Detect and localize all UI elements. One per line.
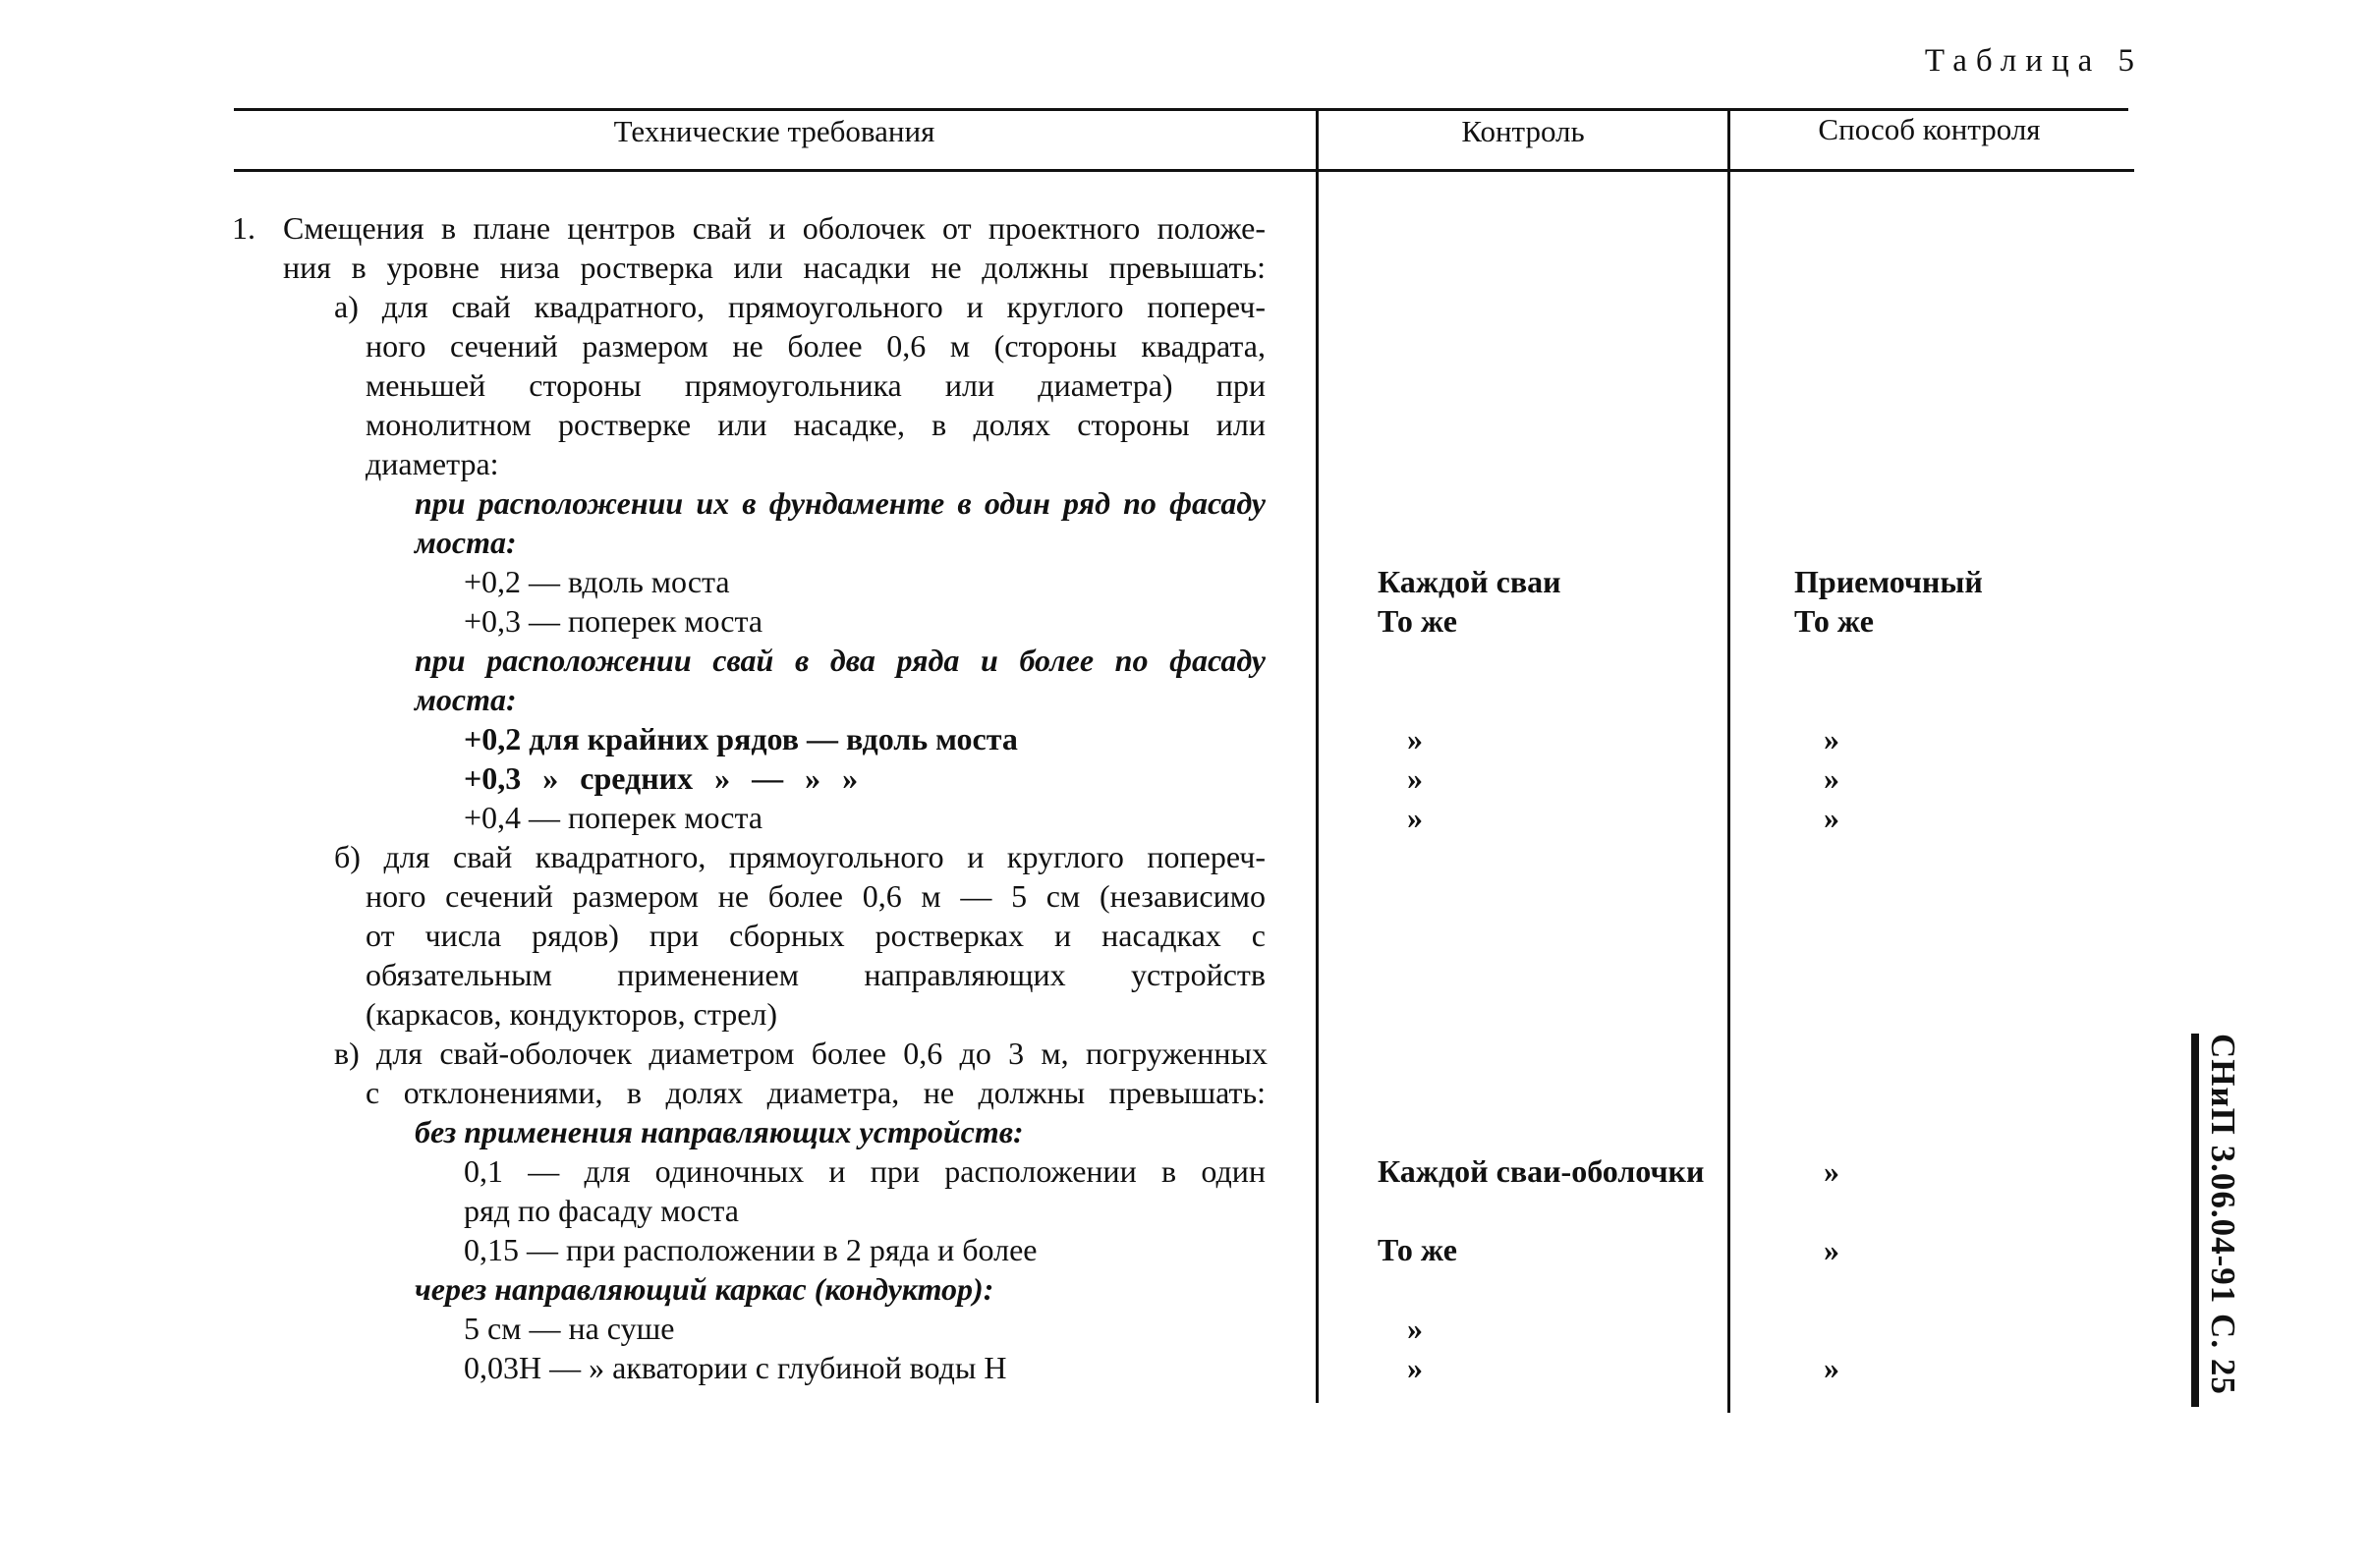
italic-subheading: моста: bbox=[415, 682, 517, 717]
method-cell: То же bbox=[1794, 603, 1874, 639]
control-cell: » bbox=[1407, 1311, 1423, 1346]
header-bottom-rule bbox=[234, 169, 2134, 172]
italic-subheading: при расположении их в фундаменте в один ряд по фасаду bbox=[415, 485, 1266, 521]
control-cell: » bbox=[1407, 760, 1423, 796]
text-line: диаметра: bbox=[366, 446, 499, 481]
method-cell: » bbox=[1824, 1153, 1839, 1189]
value-line: ряд по фасаду моста bbox=[464, 1193, 739, 1228]
control-cell: » bbox=[1407, 721, 1423, 756]
value-line: 0,03H — » акватории с глубиной воды H bbox=[464, 1350, 1007, 1385]
italic-subheading: моста: bbox=[415, 525, 517, 560]
text-line: (каркасов, кондукторов, стрел) bbox=[366, 996, 778, 1032]
side-label-bar bbox=[2191, 1034, 2199, 1407]
text-line: ния в уровне низа ростверка или насадки не должны превышать: bbox=[283, 250, 1266, 285]
value-line: +0,3 — поперек моста bbox=[464, 603, 763, 639]
column-divider-2 bbox=[1727, 108, 1730, 1413]
method-cell: » bbox=[1824, 760, 1839, 796]
italic-subheading: без применения направляющих устройств: bbox=[415, 1114, 1024, 1149]
text-line: монолитном ростверке или насадке, в долях стороны или bbox=[366, 407, 1266, 442]
control-cell: Каждой сваи-оболочки bbox=[1378, 1153, 1705, 1189]
text-line: ного сечений размером не более 0,6 м (стороны квадрата, bbox=[366, 328, 1266, 364]
value-line: 5 см — на суше bbox=[464, 1311, 675, 1346]
header-method: Способ контроля bbox=[1818, 112, 2041, 146]
italic-subheading: через направляющий каркас (кондуктор): bbox=[415, 1271, 994, 1307]
header-top-rule bbox=[234, 108, 2128, 111]
text-line: в) для свай-оболочек диаметром более 0,6 до 3 м, погруженных bbox=[334, 1036, 1268, 1071]
method-cell: » bbox=[1824, 721, 1839, 756]
method-cell: » bbox=[1824, 1350, 1839, 1385]
text-line: меньшей стороны прямоугольника или диаметра) при bbox=[366, 367, 1266, 403]
text-line: обязательным применением направляющих устройств bbox=[366, 957, 1266, 992]
item-number: 1. bbox=[232, 210, 255, 246]
control-cell: » bbox=[1407, 800, 1423, 835]
value-line: +0,2 для крайних рядов — вдоль моста bbox=[464, 721, 1018, 756]
text-line: ного сечений размером не более 0,6 м — 5 см (независимо bbox=[366, 878, 1266, 914]
text-line: б) для свай квадратного, прямоугольного и круглого попереч- bbox=[334, 839, 1266, 874]
column-divider-1 bbox=[1316, 108, 1319, 1403]
method-cell: » bbox=[1824, 800, 1839, 835]
control-cell: То же bbox=[1378, 1232, 1457, 1267]
italic-subheading: при расположении свай в два ряда и более по фасаду bbox=[415, 643, 1266, 678]
method-cell: Приемочный bbox=[1794, 564, 1983, 599]
side-label-text: СНиП 3.06.04-91 С. 25 bbox=[2204, 1034, 2242, 1395]
text-line: от числа рядов) при сборных ростверках и насадках с bbox=[366, 918, 1266, 953]
value-line: 0,15 — при расположении в 2 ряда и более bbox=[464, 1232, 1038, 1267]
control-cell: То же bbox=[1378, 603, 1457, 639]
table-caption: Таблица 5 bbox=[1924, 43, 2143, 79]
control-cell: Каждой сваи bbox=[1378, 564, 1561, 599]
value-line: +0,2 — вдоль моста bbox=[464, 564, 730, 599]
method-cell: » bbox=[1824, 1232, 1839, 1267]
header-control: Контроль bbox=[1461, 114, 1585, 148]
text-line: а) для свай квадратного, прямоугольного и круглого попереч- bbox=[334, 289, 1266, 324]
control-cell: » bbox=[1407, 1350, 1423, 1385]
header-requirements: Технические требования bbox=[613, 114, 935, 148]
value-line: +0,4 — поперек моста bbox=[464, 800, 763, 835]
text-line: Смещения в плане центров свай и оболочек от проектного положе- bbox=[283, 210, 1266, 246]
text-line: с отклонениями, в долях диаметра, не должны превышать: bbox=[366, 1075, 1266, 1110]
value-line: 0,1 — для одиночных и при расположении в один bbox=[464, 1153, 1266, 1189]
side-label bbox=[2191, 1034, 2248, 1417]
value-line: +0,3 » средних » — » » bbox=[464, 760, 859, 796]
